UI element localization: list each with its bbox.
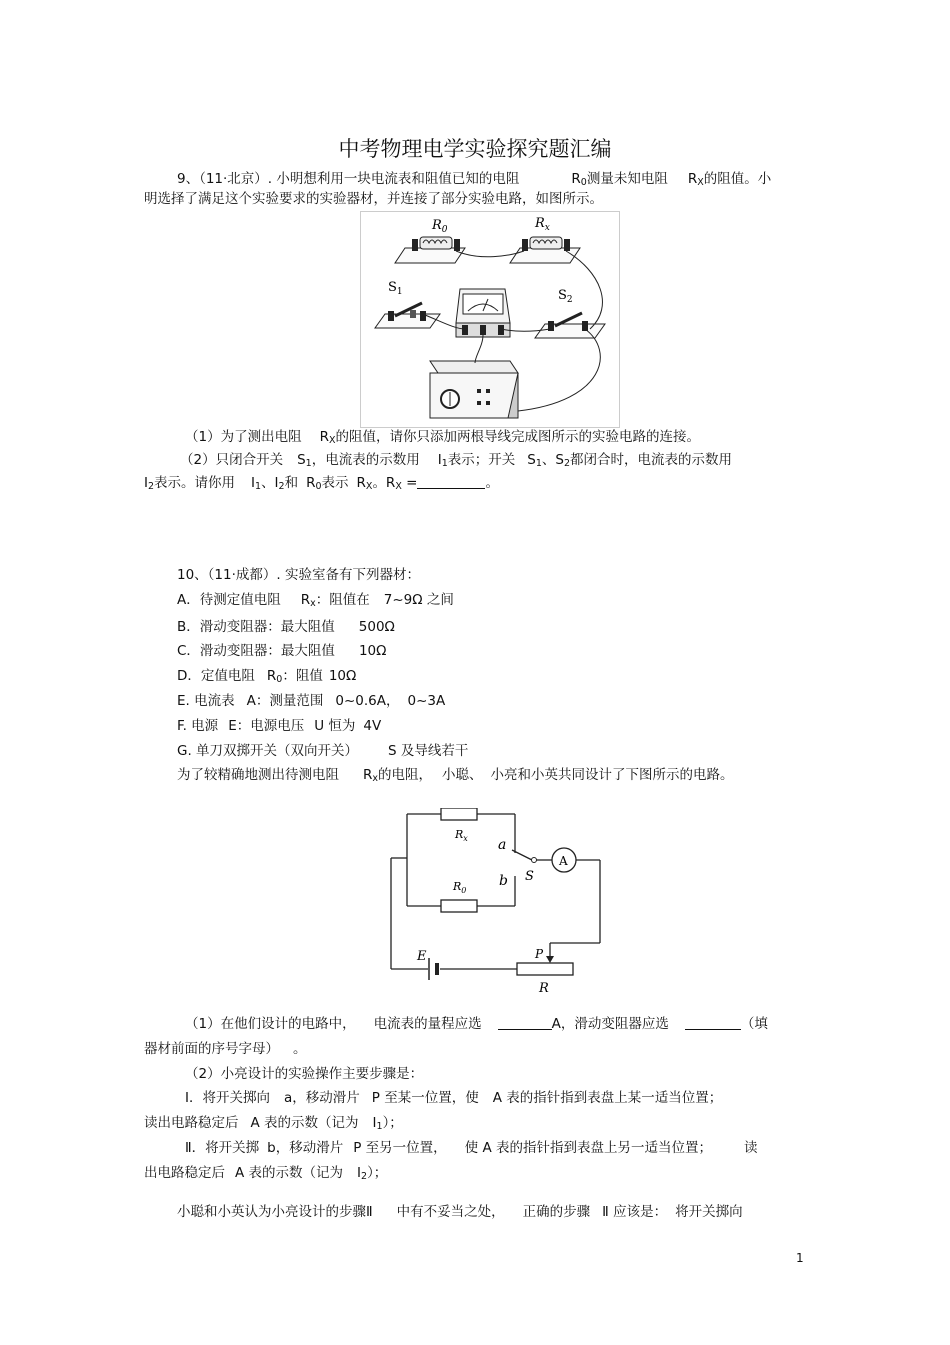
switch-pivot xyxy=(532,858,537,863)
battery-symbol xyxy=(429,958,437,980)
rx-answer-blank xyxy=(417,475,485,489)
q9-part-1: （1）为了测出电阻 $R_X$的阻值，请你只添加两根导线完成图所示的实验电路的连接。 xyxy=(185,429,700,446)
range-answer-blank xyxy=(498,1016,552,1030)
rx-circuit-label: $R_x$ xyxy=(455,828,468,843)
page-number: 1 xyxy=(796,1251,804,1265)
r0-label: $R_0$ xyxy=(432,218,448,235)
q10-item-c: C．滑动变阻器：最大阻值 10Ω xyxy=(177,643,387,659)
s2-label: $S_2$ xyxy=(558,288,573,305)
q9-part-2-cont: $I_2$表示。请你用 $I_1$、$I_2$和 $R_0$表示 $R_X$。$R_X$ = 。 xyxy=(144,475,499,492)
q10-step-1-cont: 读出电路稳定后 A 表的示数（记为 $I_1$）； xyxy=(144,1115,403,1132)
slider-arrow xyxy=(546,956,554,963)
rheostat-answer-blank xyxy=(685,1016,741,1030)
terminal-a-label: a xyxy=(498,837,507,853)
s1-label: $S_1$ xyxy=(388,280,403,297)
q10-last-line: 小聪和小英认为小亮设计的步骤Ⅱ 中有不妥当之处， 正确的步骤 Ⅱ 应该是： 将开关掷向 xyxy=(177,1204,743,1220)
page-title: 中考物理电学实验探究题汇编 xyxy=(338,137,612,161)
terminal-b-label: b xyxy=(499,873,508,889)
rx-label: $R_x$ xyxy=(535,216,550,233)
q10-item-e: E. 电流表 A：测量范围 0~0.6A， 0~3A xyxy=(177,693,446,709)
q10-step-2: Ⅱ．将开关掷 b，移动滑片 P 至另一位置， 使 A 表的指针指到表盘上另一适当位置； 读 xyxy=(185,1140,758,1156)
rx-resistor xyxy=(441,808,477,820)
q10-step-2-cont: 出电路稳定后 A 表的示数（记为 $I_2$）； xyxy=(144,1165,388,1182)
q10-part-2: （2）小亮设计的实验操作主要步骤是： xyxy=(185,1066,424,1082)
q10-item-g: G. 单刀双掷开关（双向开关） S 及导线若干 xyxy=(177,743,469,759)
ammeter-label: A xyxy=(559,854,568,868)
r0-circuit-label: $R_0$ xyxy=(453,880,467,895)
q10-circuit-diagram xyxy=(385,808,610,998)
q10-part-1: （1）在他们设计的电路中， 电流表的量程应选 A，滑动变阻器应选 （填 xyxy=(185,1016,768,1032)
q10-step-1: Ⅰ．将开关掷向 a，移动滑片 P 至某一位置，使 A 表的指针指到表盘上某一适当位置； xyxy=(185,1090,723,1106)
q9-line-1: 9、（11·北京）. 小明想利用一块电流表和阻值已知的电阻 $R_0$测量未知电阻 $R_X$的阻值。小 xyxy=(177,171,772,188)
q10-part-1-cont: 器材前面的序号字母） 。 xyxy=(144,1041,307,1057)
battery-label: E xyxy=(417,949,427,964)
q10-item-a: A．待测定值电阻 $R_x$：阻值在 7~9Ω 之间 xyxy=(177,592,454,609)
q9-apparatus-figure xyxy=(360,211,620,428)
slider-label: P xyxy=(535,947,544,961)
q10-item-d: D．定值电阻 $R_0$：阻值 10Ω xyxy=(177,668,357,685)
rheostat xyxy=(517,963,573,975)
ammeter xyxy=(456,289,510,337)
rheostat-label: R xyxy=(539,981,549,996)
power-supply xyxy=(430,361,518,418)
q10-header: 10、（11·成都）. 实验室备有下列器材： xyxy=(177,567,420,583)
q9-part-2: （2）只闭合开关 $S_1$，电流表的示数用 $I_1$表示；开关 $S_1$、$S_2$都闭合时，电流表的示数用 xyxy=(180,452,732,469)
q10-intro: 为了较精确地测出待测电阻 $R_x$的电阻， 小聪、 小亮和小英共同设计了下图所示的电路。 xyxy=(177,767,734,784)
r0-resistor xyxy=(441,900,477,912)
q10-item-b: B．滑动变阻器：最大阻值 500Ω xyxy=(177,619,395,635)
switch-label: S xyxy=(525,869,534,884)
q10-item-f: F. 电源 E：电源电压 U 恒为 4V xyxy=(177,718,382,734)
q9-line-2: 明选择了满足这个实验要求的实验器材，并连接了部分实验电路，如图所示。 xyxy=(144,191,603,207)
